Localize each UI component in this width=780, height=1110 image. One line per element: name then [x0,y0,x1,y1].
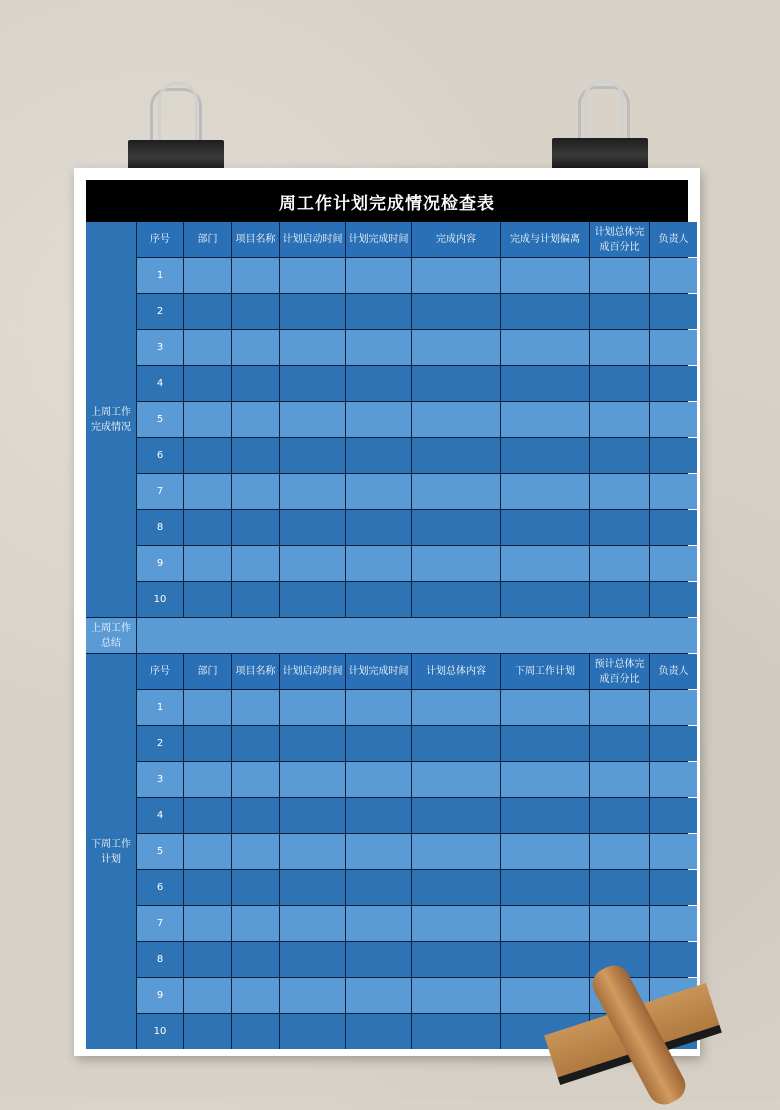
section2-table-cell [412,978,500,1013]
section2-table-cell [412,834,500,869]
section1-table-cell [280,402,345,437]
section1-row-number: 1 [137,258,183,293]
section1-table-cell [346,366,411,401]
section1-table-cell [590,258,649,293]
summary-body [137,618,697,653]
section2-header-7: 预计总体完 成百分比 [590,654,649,689]
section2-table-cell [232,834,279,869]
section1-table-cell [280,474,345,509]
section1-table-cell [280,510,345,545]
section1-table-cell [184,330,231,365]
section1-table-cell [590,582,649,617]
section1-table-cell [412,294,500,329]
section1-row-number: 3 [137,330,183,365]
section2-table-cell [412,798,500,833]
section1-table-cell [650,402,697,437]
section2-row-number: 6 [137,870,183,905]
section1-table-cell [232,438,279,473]
section1-row-number: 2 [137,294,183,329]
section2-table-cell [590,834,649,869]
section1-table-cell [501,546,589,581]
section1-table-cell [412,582,500,617]
section2-table-cell [232,726,279,761]
section1-table-cell [412,474,500,509]
section2-table-cell [590,726,649,761]
section2-table-cell [184,870,231,905]
section1-table-cell [184,438,231,473]
section1-table-cell [412,366,500,401]
section1-table-cell [590,474,649,509]
section1-table-cell [280,258,345,293]
section1-row-number: 6 [137,438,183,473]
section1-table-cell [590,510,649,545]
section1-table-cell [501,510,589,545]
section1-table-cell [501,366,589,401]
section1-table-cell [280,582,345,617]
section1-table-cell [501,402,589,437]
section2-table-cell [590,798,649,833]
section2-table-cell [650,942,697,977]
section2-table-cell [501,906,589,941]
section1-row-number: 9 [137,546,183,581]
section2-row-number: 1 [137,690,183,725]
section2-table-cell [184,978,231,1013]
section1-row-number: 7 [137,474,183,509]
section1-table-cell [501,438,589,473]
section1-row-number: 8 [137,510,183,545]
section1-table-cell [590,294,649,329]
section2-table-cell [280,726,345,761]
section2-table-cell [412,870,500,905]
section2-table-cell [346,834,411,869]
section2-table-cell [346,726,411,761]
section2-header-0: 序号 [137,654,183,689]
section1-table-cell [280,438,345,473]
section1-table-cell [280,330,345,365]
section2-row-number: 3 [137,762,183,797]
section1-table-cell [346,330,411,365]
section2-table-cell [412,942,500,977]
section1-table-cell [650,438,697,473]
section1-header-1: 部门 [184,222,231,257]
section2-header-2: 项目名称 [232,654,279,689]
section2-table-cell [590,906,649,941]
section1-table-cell [501,330,589,365]
section2-table-cell [346,1014,411,1049]
section2-table-cell [232,906,279,941]
section1-table-cell [412,258,500,293]
section1-table-cell [280,366,345,401]
section1-table-cell [184,366,231,401]
section1-table-cell [412,402,500,437]
section2-table-cell [280,762,345,797]
section2-table-cell [184,1014,231,1049]
section2-table-cell [232,1014,279,1049]
section1-table-cell [232,546,279,581]
section2-row-number: 2 [137,726,183,761]
section1-table-cell [280,294,345,329]
section2-table-cell [280,978,345,1013]
section2-table-cell [650,906,697,941]
section1-row-number: 10 [137,582,183,617]
section1-table-cell [232,330,279,365]
section2-table-cell [650,834,697,869]
section2-table-cell [280,1014,345,1049]
section2-table-cell [184,834,231,869]
section1-table-cell [650,474,697,509]
section2-table-cell [412,1014,500,1049]
section1-table-cell [346,546,411,581]
section2-table-cell [232,978,279,1013]
section1-header-0: 序号 [137,222,183,257]
section2-table-cell [232,690,279,725]
section1-table-cell [184,258,231,293]
section1-table-cell [650,366,697,401]
section1-table-cell [590,438,649,473]
section1-table-cell [650,294,697,329]
section2-table-cell [184,942,231,977]
summary-label: 上周工作 总结 [86,618,136,653]
section1-table-cell [650,330,697,365]
section2-table-cell [501,798,589,833]
section1-table-cell [590,402,649,437]
section2-table-cell [650,690,697,725]
section2-header-4: 计划完成时间 [346,654,411,689]
section1-table-cell [184,402,231,437]
section1-header-6: 完成与计划偏离 [501,222,589,257]
section1-table-cell [232,366,279,401]
section1-table-cell [232,294,279,329]
section2-table-cell [184,906,231,941]
section1-table-cell [184,546,231,581]
section1-table-cell [346,258,411,293]
section1-side-label: 上周工作 完成情况 [86,222,136,617]
section1-table-cell [184,510,231,545]
section2-row-number: 7 [137,906,183,941]
section1-table-cell [346,438,411,473]
section2-table-cell [184,726,231,761]
section2-table-cell [412,690,500,725]
section2-table-cell [501,942,589,977]
section2-table-cell [590,870,649,905]
section2-table-cell [232,798,279,833]
section2-table-cell [501,870,589,905]
section2-table-cell [346,798,411,833]
section2-table-cell [184,762,231,797]
section2-table-cell [280,870,345,905]
worksheet [86,180,688,1042]
paper-sheet [74,168,700,1056]
table-grid [86,222,688,1049]
section1-row-number: 4 [137,366,183,401]
section1-table-cell [232,474,279,509]
section1-table-cell [650,582,697,617]
section1-table-cell [346,582,411,617]
sheet-title: 周工作计划完成情况检查表 [86,180,688,222]
section1-table-cell [501,294,589,329]
section2-table-cell [346,978,411,1013]
section2-table-cell [184,798,231,833]
section1-table-cell [346,402,411,437]
section2-table-cell [280,906,345,941]
section1-header-3: 计划启动时间 [280,222,345,257]
section2-table-cell [280,942,345,977]
section1-table-cell [590,546,649,581]
section2-header-3: 计划启动时间 [280,654,345,689]
section2-header-8: 负责人 [650,654,697,689]
section2-table-cell [501,690,589,725]
section2-table-cell [232,762,279,797]
section1-table-cell [280,546,345,581]
section2-table-cell [184,690,231,725]
section2-header-5: 计划总体内容 [412,654,500,689]
section2-table-cell [346,690,411,725]
section1-row-number: 5 [137,402,183,437]
section2-table-cell [650,798,697,833]
section1-table-cell [184,474,231,509]
section2-table-cell [346,942,411,977]
section1-table-cell [184,294,231,329]
section1-table-cell [232,402,279,437]
section2-table-cell [590,690,649,725]
section2-row-number: 10 [137,1014,183,1049]
section2-table-cell [501,978,589,1013]
section1-table-cell [232,510,279,545]
section2-table-cell [346,762,411,797]
section2-row-number: 5 [137,834,183,869]
section1-table-cell [501,258,589,293]
section2-side-label: 下周工作 计划 [86,654,136,1049]
section1-table-cell [650,258,697,293]
section1-table-cell [501,582,589,617]
section2-table-cell [650,762,697,797]
section2-row-number: 8 [137,942,183,977]
section2-table-cell [501,834,589,869]
section2-table-cell [280,834,345,869]
section2-table-cell [412,906,500,941]
section1-table-cell [346,510,411,545]
section2-table-cell [280,798,345,833]
section2-table-cell [650,870,697,905]
section2-table-cell [501,762,589,797]
section1-table-cell [232,258,279,293]
section1-header-5: 完成内容 [412,222,500,257]
section1-table-cell [346,474,411,509]
section1-table-cell [346,294,411,329]
section1-table-cell [650,546,697,581]
section1-table-cell [412,438,500,473]
section1-table-cell [412,546,500,581]
section2-table-cell [346,870,411,905]
section2-table-cell [412,762,500,797]
section1-table-cell [590,366,649,401]
section2-header-1: 部门 [184,654,231,689]
section2-table-cell [232,870,279,905]
section1-table-cell [412,330,500,365]
section1-table-cell [650,510,697,545]
section2-header-6: 下周工作计划 [501,654,589,689]
section1-table-cell [590,330,649,365]
section2-row-number: 4 [137,798,183,833]
section2-table-cell [501,726,589,761]
section2-table-cell [280,690,345,725]
section1-table-cell [232,582,279,617]
section2-table-cell [232,942,279,977]
section1-table-cell [412,510,500,545]
section1-header-7: 计划总体完 成百分比 [590,222,649,257]
section1-table-cell [184,582,231,617]
section2-table-cell [412,726,500,761]
section2-row-number: 9 [137,978,183,1013]
section2-table-cell [650,726,697,761]
section2-table-cell [590,762,649,797]
section1-header-8: 负责人 [650,222,697,257]
section2-table-cell [346,906,411,941]
section1-table-cell [501,474,589,509]
section1-header-4: 计划完成时间 [346,222,411,257]
section1-header-2: 项目名称 [232,222,279,257]
